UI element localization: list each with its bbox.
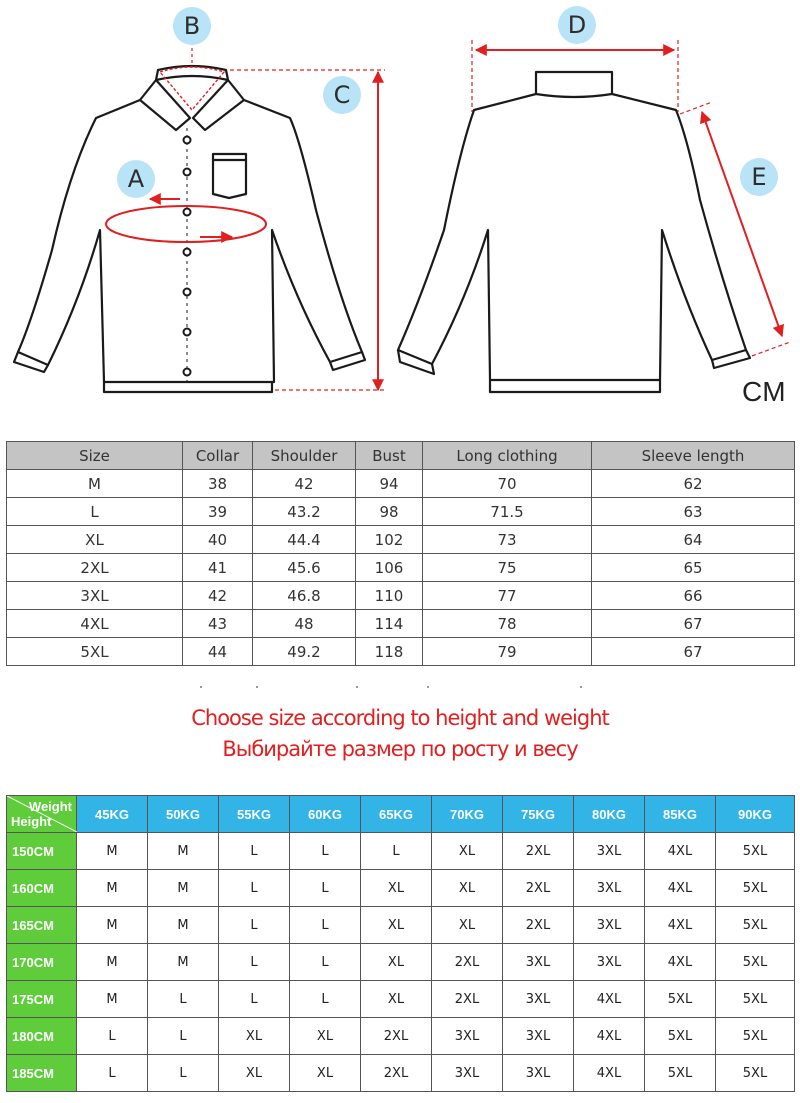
size-guide-title-ru: Выбирайте размер по росту и весу: [222, 737, 578, 761]
recommended-size-cell: 4XL: [574, 1055, 645, 1092]
recommended-size-cell: XL: [361, 907, 432, 944]
recommended-size-cell: M: [148, 907, 219, 944]
weight-header-row: [7, 796, 795, 833]
recommended-size-cell: L: [290, 870, 361, 907]
recommended-size-cell: 4XL: [645, 833, 716, 870]
recommended-size-cell: XL: [290, 1018, 361, 1055]
height-header: 160CM: [7, 870, 77, 907]
size-table-cell: 118: [356, 638, 423, 666]
recommended-size-cell: M: [77, 907, 148, 944]
size-table-cell: 42: [253, 470, 356, 498]
weight-header: 45KG: [77, 796, 148, 833]
recommended-size-cell: 2XL: [503, 907, 574, 944]
size-table-cell: XL: [7, 526, 183, 554]
height-header: 150CM: [7, 833, 77, 870]
size-table-cell: 43.2: [253, 498, 356, 526]
size-table-header: Size: [7, 442, 183, 470]
recommended-size-cell: 3XL: [432, 1018, 503, 1055]
weight-header: 75KG: [503, 796, 574, 833]
weight-header: 80KG: [574, 796, 645, 833]
size-measurement-table: [6, 441, 795, 666]
shirt-measurement-diagram: [0, 0, 800, 410]
size-table-cell: 2XL: [7, 554, 183, 582]
size-table-cell: 114: [356, 610, 423, 638]
size-table-cell: 75: [423, 554, 592, 582]
recommended-size-cell: L: [290, 833, 361, 870]
weight-axis-label: Weight: [28, 799, 72, 814]
size-table-header: Long clothing: [423, 442, 592, 470]
measure-label-e: E: [740, 158, 778, 196]
size-guide-title: [0, 703, 800, 765]
size-table-header: Bust: [356, 442, 423, 470]
recommended-size-cell: 5XL: [716, 1055, 795, 1092]
recommended-size-cell: 5XL: [645, 981, 716, 1018]
size-table-cell: 67: [592, 610, 795, 638]
recommended-size-cell: 5XL: [645, 1018, 716, 1055]
recommended-size-cell: 4XL: [574, 981, 645, 1018]
recommended-size-cell: XL: [361, 944, 432, 981]
size-table-cell: 106: [356, 554, 423, 582]
size-table-row: [7, 610, 795, 638]
recommended-size-cell: L: [290, 907, 361, 944]
recommended-size-cell: XL: [219, 1018, 290, 1055]
size-table-row: [7, 526, 795, 554]
size-table-cell: 5XL: [7, 638, 183, 666]
size-table-cell: 42: [183, 582, 253, 610]
height-header: 180CM: [7, 1018, 77, 1055]
recommended-size-cell: 3XL: [574, 833, 645, 870]
size-table-cell: 66: [592, 582, 795, 610]
back-shirt-outline: [398, 72, 750, 392]
recommended-size-cell: 5XL: [645, 1055, 716, 1092]
weight-header: 60KG: [290, 796, 361, 833]
measure-label-c: C: [323, 76, 361, 114]
height-row: [7, 833, 795, 870]
measure-label-b: B: [173, 7, 211, 45]
size-table-cell: 64: [592, 526, 795, 554]
recommended-size-cell: L: [148, 1018, 219, 1055]
recommended-size-cell: 2XL: [361, 1018, 432, 1055]
size-table-cell: 79: [423, 638, 592, 666]
size-table-cell: 41: [183, 554, 253, 582]
size-table-cell: 110: [356, 582, 423, 610]
recommended-size-cell: XL: [432, 833, 503, 870]
recommended-size-cell: 3XL: [503, 981, 574, 1018]
size-table-cell: 4XL: [7, 610, 183, 638]
recommended-size-cell: L: [361, 833, 432, 870]
size-table-cell: L: [7, 498, 183, 526]
height-header: 170CM: [7, 944, 77, 981]
weight-header: 90KG: [716, 796, 795, 833]
size-table-cell: 102: [356, 526, 423, 554]
size-table-row: [7, 554, 795, 582]
size-table-cell: 46.8: [253, 582, 356, 610]
recommended-size-cell: 5XL: [716, 1018, 795, 1055]
recommended-size-cell: M: [77, 944, 148, 981]
height-row: [7, 870, 795, 907]
recommended-size-cell: M: [77, 870, 148, 907]
recommended-size-cell: 2XL: [361, 1055, 432, 1092]
recommended-size-cell: 4XL: [645, 944, 716, 981]
size-table-cell: 48: [253, 610, 356, 638]
recommended-size-cell: M: [148, 870, 219, 907]
height-row: [7, 1018, 795, 1055]
weight-header: 65KG: [361, 796, 432, 833]
size-table-header: Sleeve length: [592, 442, 795, 470]
recommended-size-cell: 3XL: [432, 1055, 503, 1092]
size-table-cell: 44: [183, 638, 253, 666]
recommended-size-cell: 5XL: [716, 833, 795, 870]
measure-label-d: D: [558, 6, 596, 44]
recommended-size-cell: L: [148, 1055, 219, 1092]
recommended-size-cell: 4XL: [645, 870, 716, 907]
recommended-size-cell: L: [148, 981, 219, 1018]
size-table-cell: 3XL: [7, 582, 183, 610]
height-header: 175CM: [7, 981, 77, 1018]
height-weight-table: [6, 795, 795, 1092]
height-row: [7, 944, 795, 981]
recommended-size-cell: M: [148, 833, 219, 870]
recommended-size-cell: 2XL: [503, 870, 574, 907]
size-table-cell: 38: [183, 470, 253, 498]
recommended-size-cell: XL: [361, 981, 432, 1018]
size-table-header: Shoulder: [253, 442, 356, 470]
recommended-size-cell: L: [77, 1018, 148, 1055]
recommended-size-cell: L: [219, 833, 290, 870]
size-table-header-row: [7, 442, 795, 470]
height-axis-label: Height: [11, 814, 52, 829]
recommended-size-cell: 3XL: [574, 870, 645, 907]
recommended-size-cell: XL: [432, 907, 503, 944]
recommended-size-cell: 2XL: [503, 833, 574, 870]
height-row: [7, 907, 795, 944]
recommended-size-cell: L: [219, 907, 290, 944]
size-table-cell: M: [7, 470, 183, 498]
recommended-size-cell: XL: [432, 870, 503, 907]
recommended-size-cell: L: [219, 870, 290, 907]
size-table-cell: 45.6: [253, 554, 356, 582]
corner-header: [7, 796, 77, 833]
recommended-size-cell: 4XL: [574, 1018, 645, 1055]
recommended-size-cell: 3XL: [503, 1018, 574, 1055]
size-table-cell: 39: [183, 498, 253, 526]
recommended-size-cell: 3XL: [503, 1055, 574, 1092]
height-header: 185CM: [7, 1055, 77, 1092]
recommended-size-cell: XL: [361, 870, 432, 907]
recommended-size-cell: L: [290, 944, 361, 981]
recommended-size-cell: M: [148, 944, 219, 981]
recommended-size-cell: 5XL: [716, 907, 795, 944]
size-table-row: [7, 498, 795, 526]
measure-label-a: A: [117, 160, 155, 198]
divider-dots: [200, 686, 600, 688]
size-table-row: [7, 638, 795, 666]
size-table-cell: 44.4: [253, 526, 356, 554]
size-table-cell: 98: [356, 498, 423, 526]
size-table-cell: 65: [592, 554, 795, 582]
recommended-size-cell: 5XL: [716, 944, 795, 981]
recommended-size-cell: 5XL: [716, 870, 795, 907]
weight-header: 50KG: [148, 796, 219, 833]
recommended-size-cell: L: [77, 1055, 148, 1092]
size-table-cell: 62: [592, 470, 795, 498]
recommended-size-cell: 3XL: [574, 907, 645, 944]
unit-label: CM: [742, 376, 786, 407]
recommended-size-cell: XL: [219, 1055, 290, 1092]
size-table-cell: 49.2: [253, 638, 356, 666]
size-table-row: [7, 582, 795, 610]
height-header: 165CM: [7, 907, 77, 944]
recommended-size-cell: 2XL: [432, 981, 503, 1018]
size-table-cell: 94: [356, 470, 423, 498]
size-table-cell: 71.5: [423, 498, 592, 526]
size-guide-title-en: Choose size according to height and weight: [191, 706, 609, 730]
recommended-size-cell: 2XL: [432, 944, 503, 981]
weight-header: 55KG: [219, 796, 290, 833]
size-table-cell: 40: [183, 526, 253, 554]
size-table-row: [7, 470, 795, 498]
recommended-size-cell: L: [219, 944, 290, 981]
recommended-size-cell: L: [290, 981, 361, 1018]
recommended-size-cell: 5XL: [716, 981, 795, 1018]
size-table-cell: 43: [183, 610, 253, 638]
recommended-size-cell: 4XL: [645, 907, 716, 944]
recommended-size-cell: L: [219, 981, 290, 1018]
weight-header: 70KG: [432, 796, 503, 833]
weight-header: 85KG: [645, 796, 716, 833]
recommended-size-cell: M: [77, 981, 148, 1018]
recommended-size-cell: XL: [290, 1055, 361, 1092]
size-table-cell: 73: [423, 526, 592, 554]
size-table-cell: 70: [423, 470, 592, 498]
size-table-cell: 78: [423, 610, 592, 638]
size-table-cell: 67: [592, 638, 795, 666]
size-table-header: Collar: [183, 442, 253, 470]
recommended-size-cell: 3XL: [503, 944, 574, 981]
size-table-cell: 63: [592, 498, 795, 526]
height-row: [7, 981, 795, 1018]
height-row: [7, 1055, 795, 1092]
size-table-cell: 77: [423, 582, 592, 610]
recommended-size-cell: 3XL: [574, 944, 645, 981]
front-shirt-outline: [14, 66, 365, 392]
recommended-size-cell: M: [77, 833, 148, 870]
